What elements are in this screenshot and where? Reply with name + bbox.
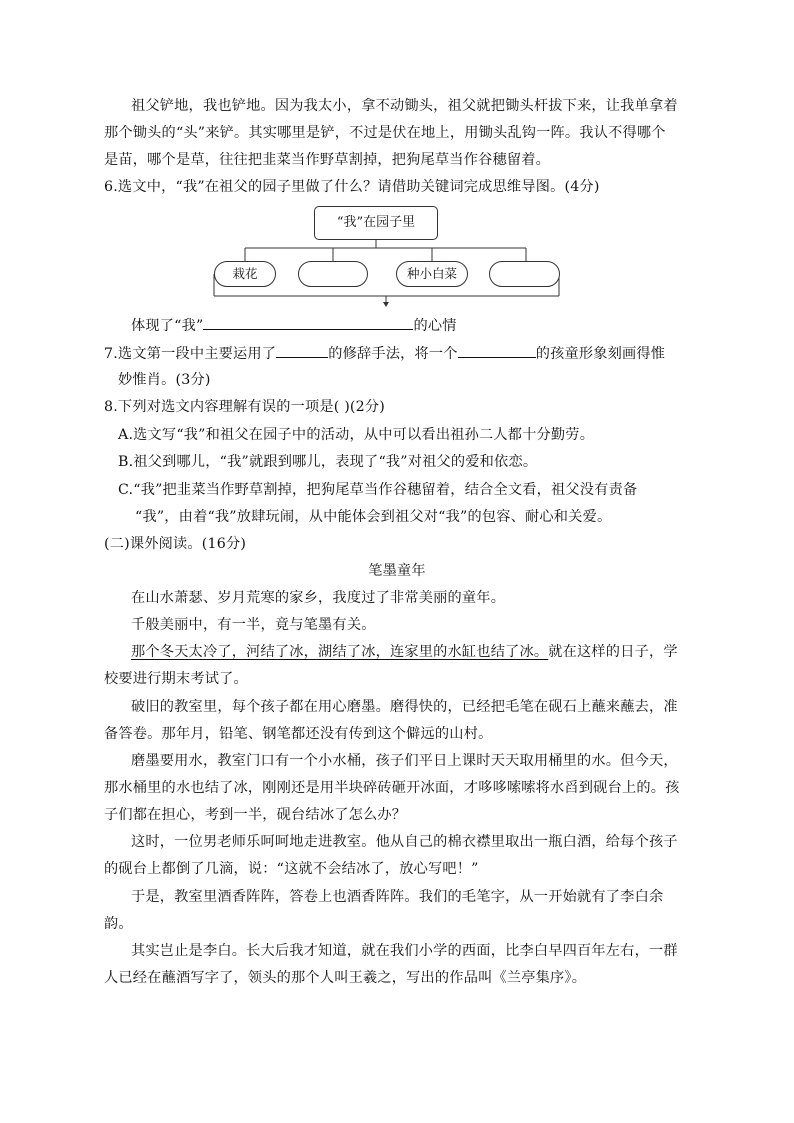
option-c-line2: “我”，由着“我”放肆玩闹，从中能体会到祖父对“我”的包容、耐心和关爱。 — [135, 509, 612, 525]
reflect-suffix: 的心情 — [413, 318, 457, 334]
answer-blank[interactable] — [458, 343, 536, 358]
paragraph-line: 备答卷。那年月，铅笔、钢笔都还没有传到这个僻远的山村。 — [104, 726, 493, 742]
paragraph-line: 人已经在蘸酒写字了，领头的那个人叫王羲之，写出的作品叫《兰亭集序》。 — [104, 970, 587, 986]
mindmap-node-blank[interactable] — [298, 261, 368, 287]
article-title: 笔墨童年 — [368, 563, 426, 579]
mindmap-node-planting-flowers: 栽花 — [214, 261, 276, 287]
question-7-text: 的修辞手法，将一个 — [328, 346, 458, 362]
paragraph-line: 于是，教室里酒香阵阵，答卷上也酒香阵阵。我们的毛笔字，从一开始就有了李白余 — [131, 889, 664, 905]
option-a[interactable]: A.选文写“我”和祖父在园子中的活动，从中可以看出祖孙二人都十分勤劳。 — [118, 427, 595, 443]
mindmap-node-blank[interactable] — [489, 261, 560, 287]
section-heading: (二)课外阅读。(16分) — [104, 536, 247, 552]
mindmap-title-node: “我”在园子里 — [314, 206, 438, 240]
option-b[interactable]: B.祖父到哪儿，“我”就跟到哪儿，表现了“我”对祖父的爱和依恋。 — [118, 454, 538, 470]
answer-blank[interactable] — [276, 343, 328, 358]
underlined-sentence: 那个冬天太冷了，河结了冰，湖结了冰，连家里的水缸也结了冰。 — [131, 644, 549, 660]
question-7-text: 的孩童形象刻画得惟 — [535, 346, 666, 362]
question-7-line2: 妙惟肖。(3分) — [118, 372, 211, 388]
paragraph-line: 这时，一位男老师乐呵呵地走进教室。他从自己的棉衣襟里取出一瓶白酒，给每个孩子 — [131, 834, 678, 850]
question-7-text: 7.选文第一段中主要运用了 — [104, 346, 277, 362]
paragraph-line: 磨墨要用水，教室门口有一个小水桶，孩子们平日上课时天天取用桶里的水。但今天， — [131, 753, 678, 769]
passage-line: 祖父铲地，我也铲地。因为我太小，拿不动锄头，祖父就把锄头杆拔下来，让我单拿着 — [131, 98, 678, 114]
paragraph-line — [131, 642, 678, 662]
mindmap-node-planting-cabbage: 种小白菜 — [396, 261, 468, 287]
paragraph-line: 千般美丽中，有一半，竟与笔墨有关。 — [131, 617, 376, 633]
paragraph-line: 的砚台上都倒了几滴，说：“这就不会结冰了，放心写吧！” — [104, 861, 479, 877]
passage-line: 那个锄头的“头”来铲。其实哪里是铲，不过是伏在地上，用锄头乱钩一阵。我认不得哪个 — [104, 125, 666, 141]
paragraph-line: 子们都在担心，考到一半，砚台结冰了怎么办？ — [104, 807, 407, 823]
passage-line: 是苗，哪个是草，往往把韭菜当作野草割掉，把狗尾草当作谷穗留着。 — [104, 152, 551, 168]
paragraph-line: 韵。 — [104, 916, 133, 932]
question-7 — [104, 343, 665, 364]
paragraph-line: 校要进行期末考试了。 — [104, 671, 248, 687]
reflect-line — [131, 315, 457, 336]
paragraph-line: 其实岂止是李白。长大后我才知道，就在我们小学的西面，比李白早四百年左右，一群 — [131, 943, 678, 959]
paragraph-text: 就在这样的日子，学 — [548, 644, 678, 660]
reflect-prefix: 体现了“我” — [131, 318, 204, 334]
paragraph-line: 在山水萧瑟、岁月荒寒的家乡，我度过了非常美丽的童年。 — [131, 590, 506, 606]
answer-blank[interactable] — [203, 315, 413, 330]
option-c[interactable]: C.“我”把韭菜当作野草割掉，把狗尾草当作谷穗留着，结合全文看，祖父没有责备 — [118, 482, 638, 498]
paragraph-line: 那水桶里的水也结了冰，刚刚还是用半块碎砖砸开冰面，才哆哆嗦嗦将水舀到砚台上的。孩 — [104, 780, 680, 796]
question-8: 8.下列对选文内容理解有误的一项是( )(2分) — [104, 399, 386, 415]
question-6: 6.选文中，“我”在祖父的园子里做了什么？请借助关键词完成思维导图。(4分) — [104, 179, 600, 195]
paragraph-line: 破旧的教室里，每个孩子都在用心磨墨。磨得快的，已经把毛笔在砚石上蘸来蘸去，准 — [131, 699, 678, 715]
